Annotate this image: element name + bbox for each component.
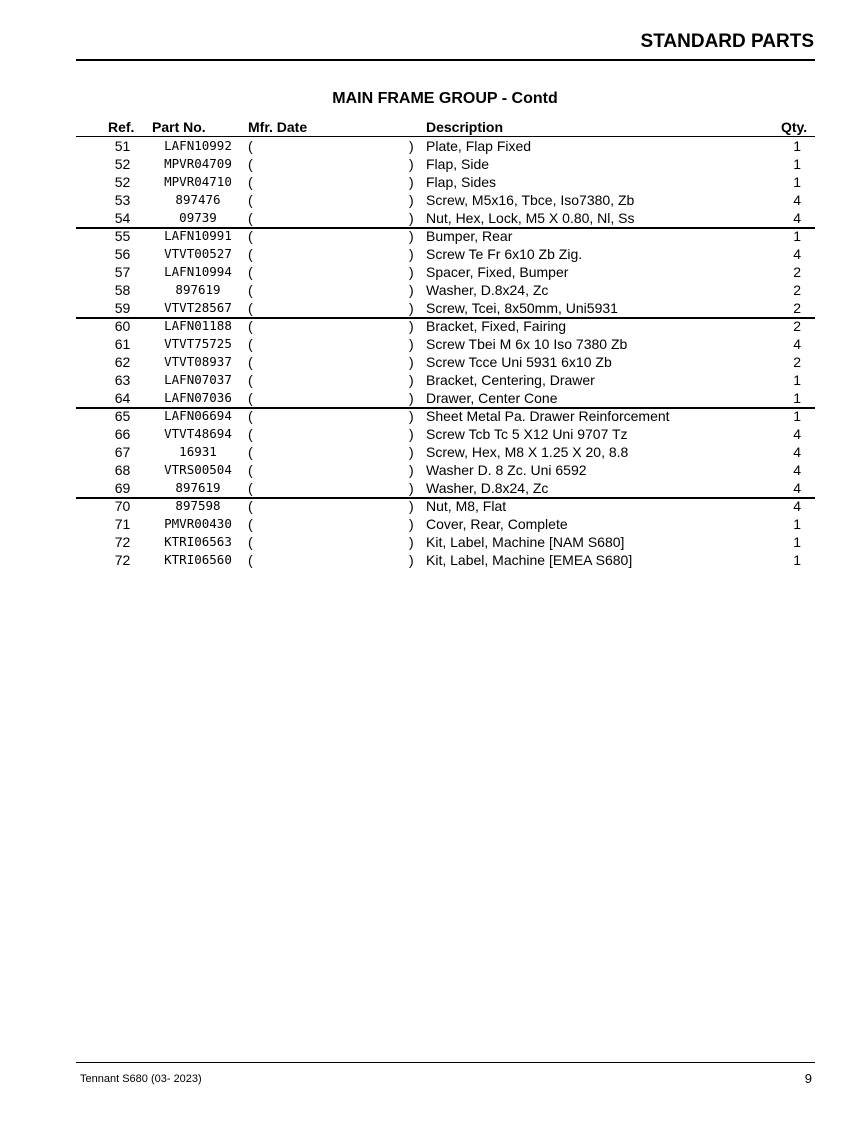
mfr-date-close-paren: ): [409, 210, 414, 226]
mfr-date-close-paren: ): [409, 390, 414, 406]
qty-cell: 1: [793, 408, 801, 424]
footer-divider: [76, 1062, 815, 1063]
column-header-part-no: Part No.: [152, 119, 206, 135]
table-row: [76, 317, 815, 335]
description-cell: Sheet Metal Pa. Drawer Reinforcement: [426, 408, 670, 424]
page-number: 9: [804, 1071, 812, 1086]
mfr-date-open-paren: (: [248, 192, 253, 208]
table-row: [76, 479, 815, 497]
part-number-cell: 897619: [175, 480, 221, 495]
mfr-date-close-paren: ): [409, 318, 414, 334]
ref-cell: 56: [114, 246, 131, 262]
footer-document-id: Tennant S680 (03- 2023): [80, 1073, 202, 1085]
table-row: [76, 461, 815, 479]
mfr-date-close-paren: ): [409, 282, 414, 298]
qty-cell: 4: [793, 246, 801, 262]
qty-cell: 4: [793, 210, 801, 226]
ref-cell: 52: [114, 174, 131, 190]
description-cell: Washer D. 8 Zc. Uni 6592: [426, 462, 587, 478]
ref-cell: 68: [114, 462, 131, 478]
part-number-cell: LAFN07036: [164, 390, 232, 405]
mfr-date-open-paren: (: [248, 336, 253, 352]
mfr-date-open-paren: (: [248, 354, 253, 370]
qty-cell: 2: [793, 318, 801, 334]
description-cell: Washer, D.8x24, Zc: [426, 282, 549, 298]
ref-cell: 72: [114, 552, 131, 568]
part-number-cell: KTRI06560: [164, 552, 232, 567]
description-cell: Screw Tcb Tc 5 X12 Uni 9707 Tz: [426, 426, 628, 442]
description-cell: Screw Tcce Uni 5931 6x10 Zb: [426, 354, 612, 370]
ref-cell: 67: [114, 444, 131, 460]
page-header-title: STANDARD PARTS: [640, 31, 814, 52]
part-number-cell: LAFN10994: [164, 264, 232, 279]
table-row: [76, 353, 815, 371]
qty-cell: 4: [793, 426, 801, 442]
table-row: [76, 155, 815, 173]
part-number-cell: MPVR04709: [164, 156, 232, 171]
mfr-date-open-paren: (: [248, 138, 253, 154]
description-cell: Screw, Tcei, 8x50mm, Uni5931: [426, 300, 618, 316]
ref-cell: 54: [114, 210, 131, 226]
mfr-date-open-paren: (: [248, 462, 253, 478]
table-row: [76, 335, 815, 353]
ref-cell: 62: [114, 354, 131, 370]
qty-cell: 1: [793, 372, 801, 388]
mfr-date-close-paren: ): [409, 534, 414, 550]
ref-cell: 61: [114, 336, 131, 352]
description-cell: Screw, Hex, M8 X 1.25 X 20, 8.8: [426, 444, 629, 460]
section-title: MAIN FRAME GROUP - Contd: [332, 90, 558, 107]
mfr-date-close-paren: ): [409, 336, 414, 352]
part-number-cell: 897598: [175, 498, 221, 513]
qty-cell: 4: [793, 462, 801, 478]
qty-cell: 4: [793, 498, 801, 514]
mfr-date-open-paren: (: [248, 372, 253, 388]
qty-cell: 2: [793, 354, 801, 370]
ref-cell: 72: [114, 534, 131, 550]
column-header-mfr-date: Mfr. Date: [248, 119, 308, 135]
qty-cell: 1: [793, 390, 801, 406]
mfr-date-close-paren: ): [409, 264, 414, 280]
mfr-date-close-paren: ): [409, 426, 414, 442]
table-row: [76, 533, 815, 551]
table-row: [76, 173, 815, 191]
qty-cell: 1: [793, 174, 801, 190]
part-number-cell: VTVT28567: [164, 300, 232, 315]
qty-cell: 1: [793, 228, 801, 244]
qty-cell: 2: [793, 300, 801, 316]
description-cell: Cover, Rear, Complete: [426, 516, 568, 532]
ref-cell: 58: [114, 282, 131, 298]
qty-cell: 1: [793, 138, 801, 154]
mfr-date-close-paren: ): [409, 228, 414, 244]
mfr-date-close-paren: ): [409, 480, 414, 496]
mfr-date-open-paren: (: [248, 498, 253, 514]
description-cell: Bracket, Fixed, Fairing: [426, 318, 567, 334]
mfr-date-close-paren: ): [409, 354, 414, 370]
qty-cell: 4: [793, 192, 801, 208]
qty-cell: 1: [793, 534, 801, 550]
description-cell: Bracket, Centering, Drawer: [426, 372, 595, 388]
mfr-date-close-paren: ): [409, 498, 414, 514]
ref-cell: 53: [114, 192, 131, 208]
mfr-date-close-paren: ): [409, 516, 414, 532]
mfr-date-close-paren: ): [409, 552, 414, 568]
column-header-qty: Qty.: [781, 119, 808, 135]
qty-cell: 1: [793, 156, 801, 172]
qty-cell: 4: [793, 336, 801, 352]
mfr-date-close-paren: ): [409, 444, 414, 460]
mfr-date-close-paren: ): [409, 246, 414, 262]
table-row: [76, 263, 815, 281]
table-row: [76, 389, 815, 407]
table-row: [76, 281, 815, 299]
description-cell: Kit, Label, Machine [NAM S680]: [426, 534, 625, 550]
part-number-cell: LAFN01188: [164, 318, 232, 333]
table-row: [76, 551, 815, 569]
mfr-date-open-paren: (: [248, 210, 253, 226]
ref-cell: 64: [114, 390, 131, 406]
mfr-date-close-paren: ): [409, 300, 414, 316]
mfr-date-open-paren: (: [248, 282, 253, 298]
description-cell: Bumper, Rear: [426, 228, 513, 244]
mfr-date-close-paren: ): [409, 174, 414, 190]
part-number-cell: LAFN06694: [164, 408, 232, 423]
qty-cell: 4: [793, 444, 801, 460]
mfr-date-open-paren: (: [248, 480, 253, 496]
parts-table: [76, 118, 815, 568]
mfr-date-open-paren: (: [248, 444, 253, 460]
ref-cell: 55: [114, 228, 131, 244]
description-cell: Washer, D.8x24, Zc: [426, 480, 549, 496]
mfr-date-close-paren: ): [409, 408, 414, 424]
part-number-cell: VTVT00527: [164, 246, 232, 261]
mfr-date-close-paren: ): [409, 372, 414, 388]
mfr-date-close-paren: ): [409, 192, 414, 208]
mfr-date-open-paren: (: [248, 264, 253, 280]
mfr-date-close-paren: ): [409, 138, 414, 154]
description-cell: Flap, Side: [426, 156, 490, 172]
table-row: [76, 245, 815, 263]
part-number-cell: VTVT08937: [164, 354, 232, 369]
qty-cell: 2: [793, 282, 801, 298]
qty-cell: 2: [793, 264, 801, 280]
part-number-cell: LAFN07037: [164, 372, 232, 387]
ref-cell: 63: [114, 372, 131, 388]
table-row: [76, 227, 815, 245]
mfr-date-open-paren: (: [248, 390, 253, 406]
table-body: [76, 137, 815, 569]
description-cell: Nut, Hex, Lock, M5 X 0.80, Nl, Ss: [426, 210, 635, 226]
part-number-cell: MPVR04710: [164, 174, 232, 189]
mfr-date-open-paren: (: [248, 174, 253, 190]
table-row: [76, 191, 815, 209]
mfr-date-open-paren: (: [248, 300, 253, 316]
part-number-cell: 897476: [175, 192, 221, 207]
table-row: [76, 137, 815, 155]
ref-cell: 66: [114, 426, 131, 442]
mfr-date-close-paren: ): [409, 462, 414, 478]
column-header-description: Description: [426, 119, 504, 135]
qty-cell: 1: [793, 552, 801, 568]
part-number-cell: 897619: [175, 282, 221, 297]
table-row: [76, 443, 815, 461]
part-number-cell: VTVT75725: [164, 336, 232, 351]
column-header-ref: Ref.: [108, 119, 135, 135]
description-cell: Spacer, Fixed, Bumper: [426, 264, 569, 280]
ref-cell: 51: [114, 138, 131, 154]
part-number-cell: PMVR00430: [164, 516, 232, 531]
mfr-date-open-paren: (: [248, 246, 253, 262]
part-number-cell: VTRS00504: [164, 462, 232, 477]
part-number-cell: 09739: [179, 210, 217, 225]
part-number-cell: 16931: [179, 444, 217, 459]
ref-cell: 65: [114, 408, 131, 424]
table-row: [76, 209, 815, 227]
mfr-date-open-paren: (: [248, 516, 253, 532]
ref-cell: 70: [114, 498, 131, 514]
part-number-cell: KTRI06563: [164, 534, 232, 549]
part-number-cell: LAFN10992: [164, 138, 232, 153]
table-header: [76, 118, 815, 136]
mfr-date-open-paren: (: [248, 552, 253, 568]
mfr-date-open-paren: (: [248, 426, 253, 442]
description-cell: Kit, Label, Machine [EMEA S680]: [426, 552, 633, 568]
ref-cell: 60: [114, 318, 131, 334]
table-row: [76, 497, 815, 515]
description-cell: Screw Te Fr 6x10 Zb Zig.: [426, 246, 583, 262]
description-cell: Screw, M5x16, Tbce, Iso7380, Zb: [426, 192, 635, 208]
table-row: [76, 407, 815, 425]
qty-cell: 4: [793, 480, 801, 496]
mfr-date-open-paren: (: [248, 408, 253, 424]
mfr-date-open-paren: (: [248, 228, 253, 244]
ref-cell: 57: [114, 264, 131, 280]
qty-cell: 1: [793, 516, 801, 532]
part-number-cell: LAFN10991: [164, 228, 232, 243]
table-row: [76, 371, 815, 389]
description-cell: Drawer, Center Cone: [426, 390, 558, 406]
table-row: [76, 515, 815, 533]
description-cell: Screw Tbei M 6x 10 Iso 7380 Zb: [426, 336, 628, 352]
table-row: [76, 425, 815, 443]
description-cell: Plate, Flap Fixed: [426, 138, 532, 154]
description-cell: Flap, Sides: [426, 174, 497, 190]
mfr-date-close-paren: ): [409, 156, 414, 172]
mfr-date-open-paren: (: [248, 318, 253, 334]
mfr-date-open-paren: (: [248, 156, 253, 172]
part-number-cell: VTVT48694: [164, 426, 232, 441]
ref-cell: 52: [114, 156, 131, 172]
ref-cell: 69: [114, 480, 131, 496]
ref-cell: 71: [114, 516, 131, 532]
mfr-date-open-paren: (: [248, 534, 253, 550]
ref-cell: 59: [114, 300, 131, 316]
description-cell: Nut, M8, Flat: [426, 498, 507, 514]
table-row: [76, 299, 815, 317]
header-divider: [76, 59, 815, 61]
